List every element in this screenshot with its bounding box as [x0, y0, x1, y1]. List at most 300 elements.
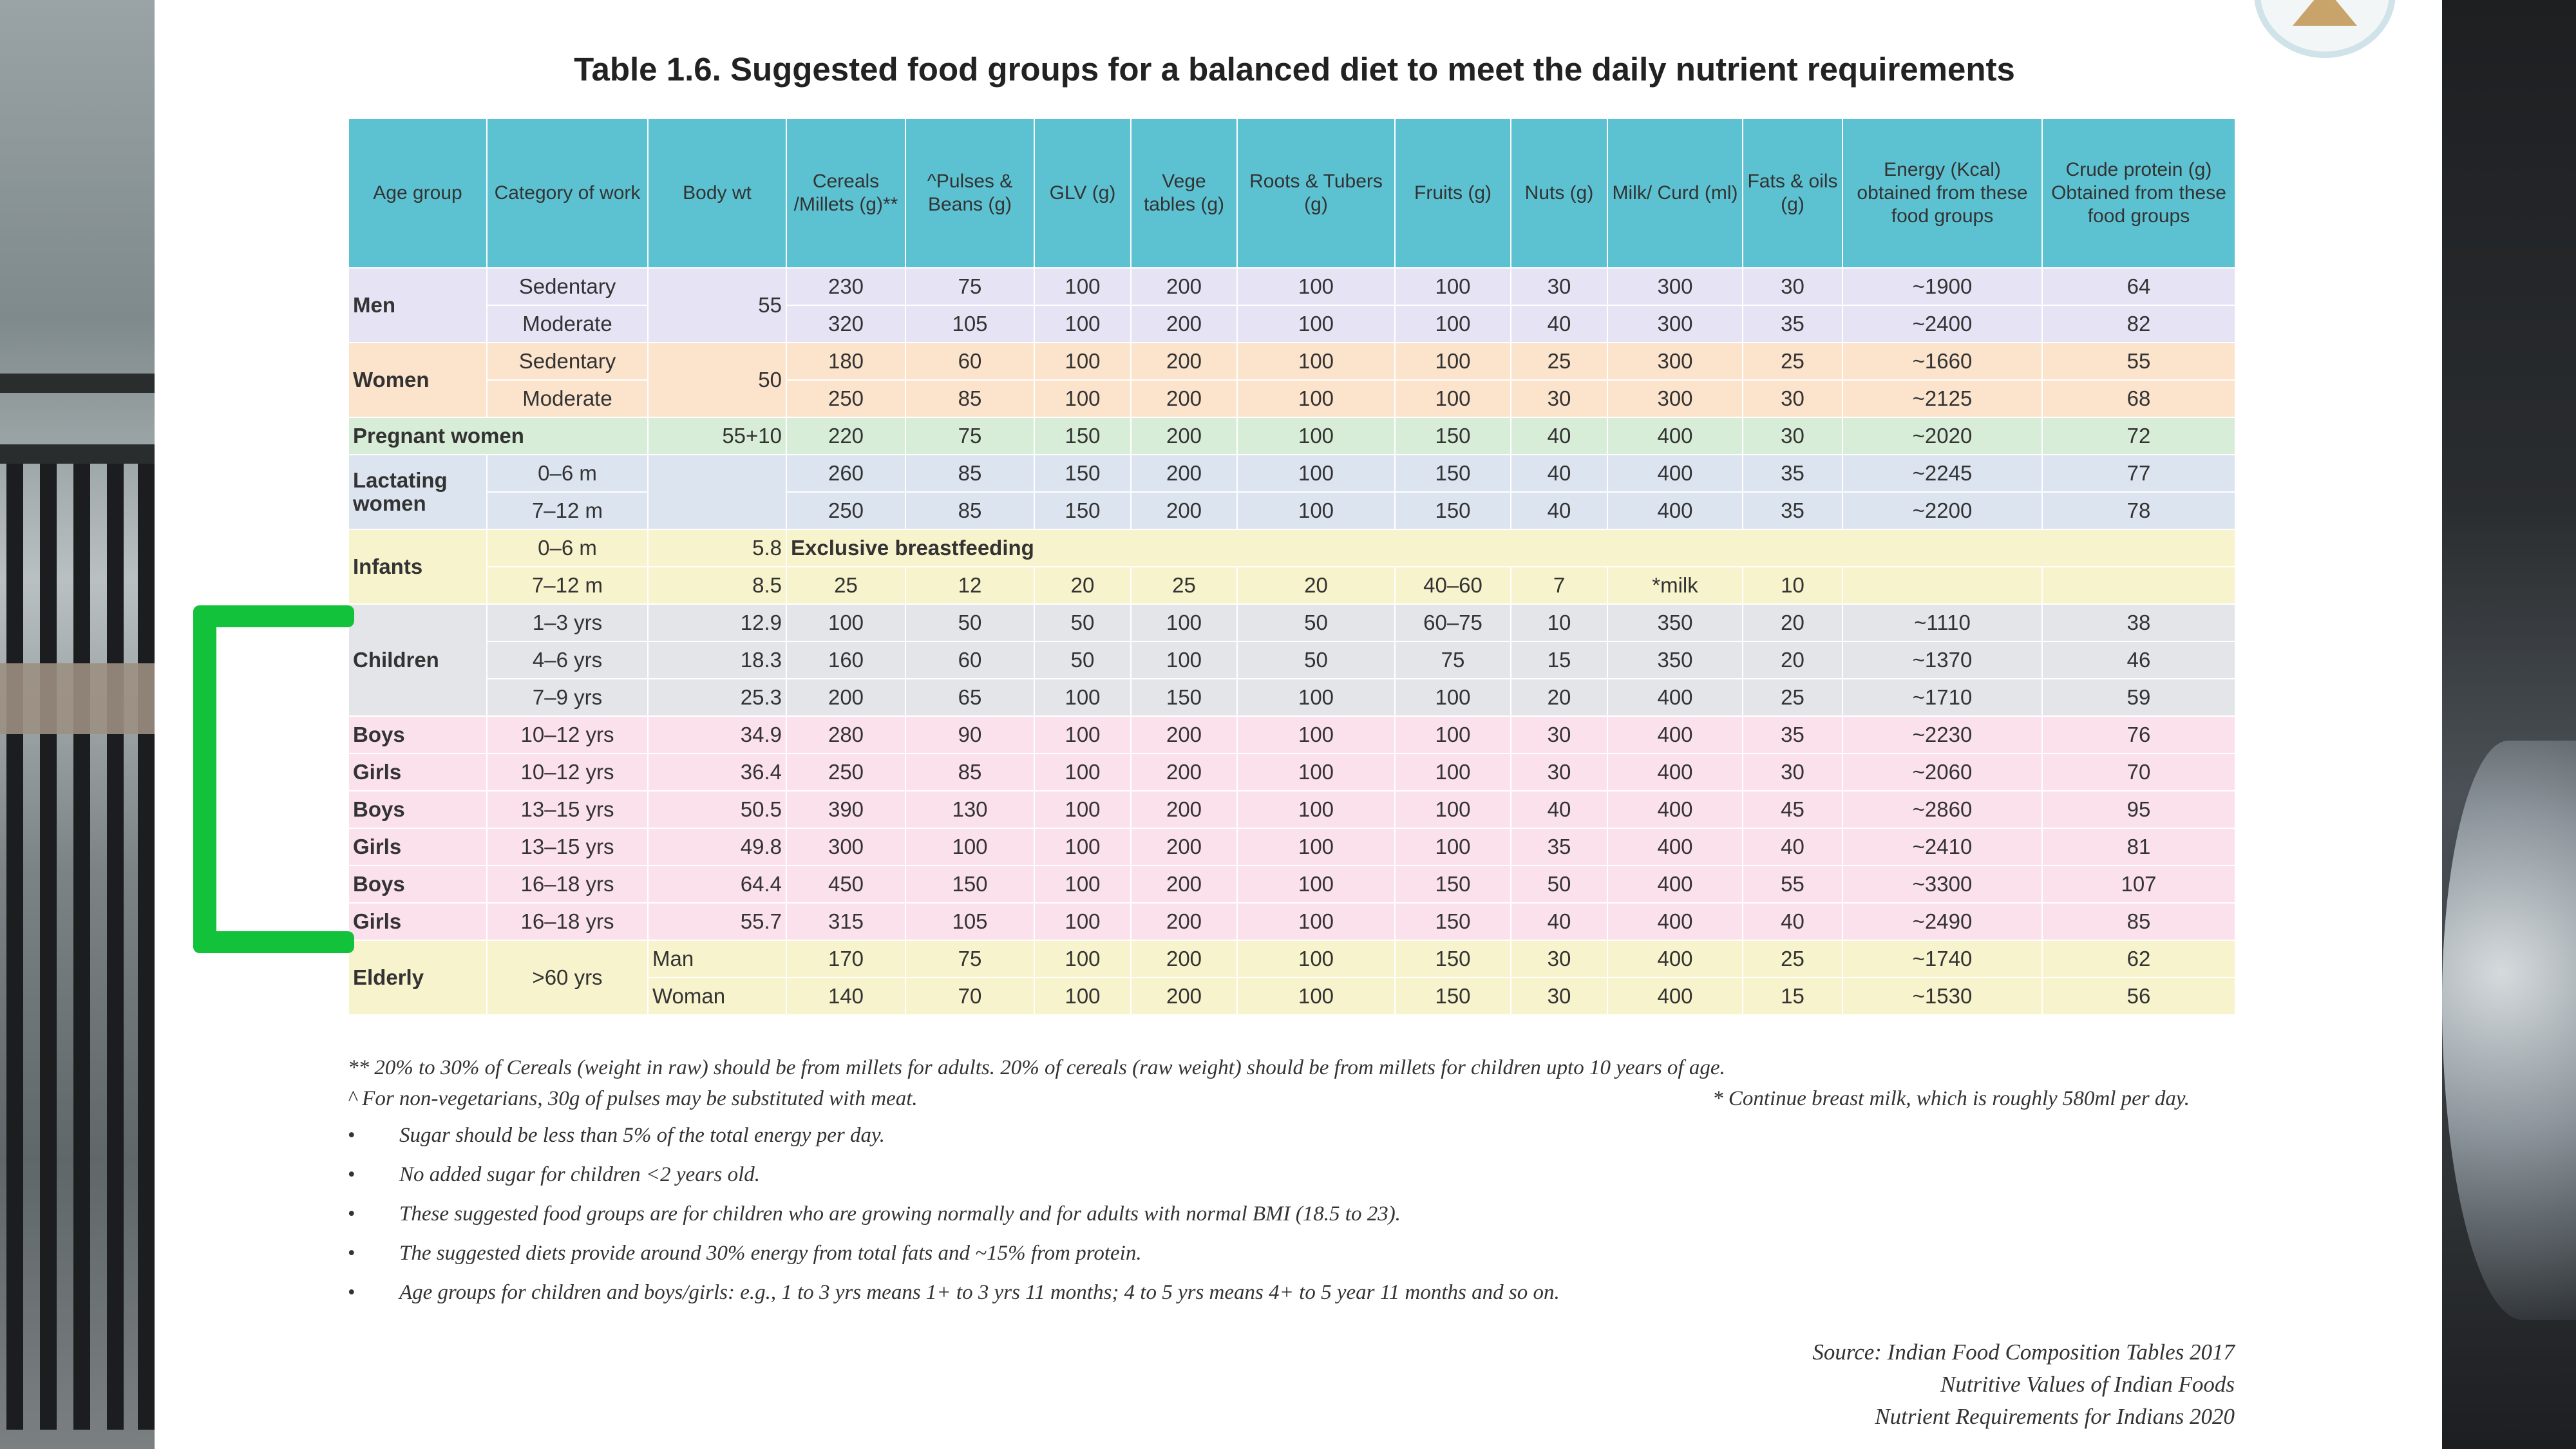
value-cell: 150	[1395, 940, 1511, 978]
highlight-bracket	[193, 605, 354, 627]
age-group-cell: Girls	[348, 828, 487, 866]
list-item: Age groups for children and boys/girls: e.g., 1 to 3 yrs means 1+ to 3 yrs 11 months; 4 to 5 yrs means 4+ to 5 year 11 months and so on.	[399, 1281, 1560, 1304]
value-cell: 130	[905, 791, 1034, 828]
value-cell: 100	[1237, 679, 1395, 716]
age-group-cell: Children	[348, 604, 487, 716]
value-cell: 30	[1511, 753, 1607, 791]
table-row	[348, 380, 2235, 417]
value-cell: 78	[2042, 492, 2235, 529]
header-cell: Category of work	[487, 118, 648, 268]
value-cell: 200	[1131, 455, 1237, 492]
header-row	[348, 118, 2235, 268]
value-cell: 400	[1607, 753, 1743, 791]
value-cell: 20	[1743, 641, 1842, 679]
right-background-photo	[2442, 0, 2576, 1449]
header-cell: Cereals /Millets (g)**	[786, 118, 905, 268]
sex-cell: Woman	[648, 978, 786, 1015]
value-cell: 100	[905, 828, 1034, 866]
value-cell: 300	[1607, 380, 1743, 417]
value-cell: 15	[1511, 641, 1607, 679]
age-group-cell: Girls	[348, 753, 487, 791]
table-row	[348, 903, 2235, 940]
value-cell: 105	[905, 305, 1034, 343]
value-cell: 30	[1511, 380, 1607, 417]
value-cell: 100	[1237, 940, 1395, 978]
value-cell: 100	[786, 604, 905, 641]
value-cell: 30	[1743, 417, 1842, 455]
value-cell: ~1740	[1842, 940, 2042, 978]
value-cell: 30	[1743, 753, 1842, 791]
value-cell: 56	[2042, 978, 2235, 1015]
table-row	[348, 455, 2235, 492]
value-cell: 10	[1743, 567, 1842, 604]
category-cell: 4–6 yrs	[487, 641, 648, 679]
category-cell: >60 yrs	[487, 940, 648, 1015]
category-cell: 13–15 yrs	[487, 828, 648, 866]
value-cell: 75	[905, 417, 1034, 455]
value-cell: 400	[1607, 940, 1743, 978]
value-cell: 100	[1395, 305, 1511, 343]
header-cell: Age group	[348, 118, 487, 268]
value-cell: 100	[1395, 268, 1511, 305]
value-cell: 400	[1607, 978, 1743, 1015]
footnote-milk: * Continue breast milk, which is roughly 580ml per day.	[1712, 1087, 2190, 1110]
value-cell: 200	[1131, 305, 1237, 343]
category-cell: 7–9 yrs	[487, 679, 648, 716]
age-group-cell: Boys	[348, 791, 487, 828]
category-cell: 10–12 yrs	[487, 716, 648, 753]
value-cell: 100	[1131, 641, 1237, 679]
empty-cell	[2042, 567, 2235, 604]
value-cell: 25	[1511, 343, 1607, 380]
list-item: These suggested food groups are for children who are growing normally and for adults with normal BMI (18.5 to 23).	[399, 1202, 1401, 1226]
value-cell: 100	[1237, 903, 1395, 940]
table-row	[348, 940, 2235, 978]
value-cell: 20	[1237, 567, 1395, 604]
value-cell: 100	[1034, 305, 1131, 343]
value-cell: ~1370	[1842, 641, 2042, 679]
value-cell: 75	[905, 940, 1034, 978]
list-item: No added sugar for children <2 years old.	[399, 1163, 761, 1186]
value-cell: ~2200	[1842, 492, 2042, 529]
value-cell: 40–60	[1395, 567, 1511, 604]
value-cell: 50	[1034, 641, 1131, 679]
category-cell: Sedentary	[487, 268, 648, 305]
value-cell: 200	[1131, 716, 1237, 753]
value-cell: 100	[1237, 492, 1395, 529]
age-group-cell: Lactating women	[348, 455, 487, 529]
body-weight-cell: 55+10	[648, 417, 786, 455]
table-title: Table 1.6. Suggested food groups for a balanced diet to meet the daily nutrient requirements	[574, 51, 2015, 88]
body-weight-cell: 12.9	[648, 604, 786, 641]
value-cell: 15	[1743, 978, 1842, 1015]
header-cell: Crude protein (g) Obtained from these food groups	[2042, 118, 2235, 268]
value-cell: 100	[1034, 791, 1131, 828]
value-cell: 350	[1607, 641, 1743, 679]
value-cell: 77	[2042, 455, 2235, 492]
value-cell: 400	[1607, 716, 1743, 753]
value-cell: 30	[1511, 268, 1607, 305]
value-cell: 100	[1034, 753, 1131, 791]
value-cell: 100	[1034, 343, 1131, 380]
value-cell: ~2060	[1842, 753, 2042, 791]
source-line: Nutrient Requirements for Indians 2020	[1875, 1404, 2235, 1429]
value-cell: 100	[1034, 380, 1131, 417]
body-weight-cell: 55	[648, 268, 786, 343]
value-cell: 100	[1034, 679, 1131, 716]
value-cell: 200	[1131, 903, 1237, 940]
value-cell: 35	[1743, 492, 1842, 529]
value-cell: 400	[1607, 417, 1743, 455]
value-cell: 400	[1607, 866, 1743, 903]
value-cell: 70	[2042, 753, 2235, 791]
body-weight-cell: 18.3	[648, 641, 786, 679]
value-cell: 7	[1511, 567, 1607, 604]
value-cell: 400	[1607, 903, 1743, 940]
sex-cell: Man	[648, 940, 786, 978]
body-weight-cell: 25.3	[648, 679, 786, 716]
category-cell: 10–12 yrs	[487, 753, 648, 791]
table-row	[348, 679, 2235, 716]
value-cell: ~2490	[1842, 903, 2042, 940]
value-cell: 100	[1395, 343, 1511, 380]
value-cell: 100	[1237, 380, 1395, 417]
value-cell: 30	[1511, 940, 1607, 978]
category-cell: 7–12 m	[487, 567, 648, 604]
value-cell: 35	[1743, 455, 1842, 492]
value-cell: 76	[2042, 716, 2235, 753]
value-cell: 100	[1395, 716, 1511, 753]
breastfeeding-note: Exclusive breastfeeding	[786, 529, 2235, 567]
bullet-icon: •	[348, 1163, 355, 1186]
value-cell: 95	[2042, 791, 2235, 828]
value-cell: 230	[786, 268, 905, 305]
value-cell: 100	[1237, 268, 1395, 305]
value-cell: 85	[905, 380, 1034, 417]
header-cell: Fats & oils (g)	[1743, 118, 1842, 268]
footnote-cereals: ** 20% to 30% of Cereals (weight in raw) should be from millets for adults. 20% of cereals (raw weight) should be from millets for children upto 10 years of age.	[348, 1056, 1725, 1079]
value-cell: 50	[905, 604, 1034, 641]
logo	[2254, 0, 2396, 58]
value-cell: 25	[1743, 940, 1842, 978]
value-cell: 200	[1131, 940, 1237, 978]
value-cell: ~1660	[1842, 343, 2042, 380]
bullet-icon: •	[348, 1202, 355, 1226]
value-cell: 100	[1237, 716, 1395, 753]
value-cell: 200	[786, 679, 905, 716]
value-cell: 300	[786, 828, 905, 866]
value-cell: ~2230	[1842, 716, 2042, 753]
table-row	[348, 604, 2235, 641]
category-cell: 13–15 yrs	[487, 791, 648, 828]
value-cell: 40	[1511, 417, 1607, 455]
value-cell: 100	[1237, 305, 1395, 343]
header-cell: Vege tables (g)	[1131, 118, 1237, 268]
value-cell: 85	[905, 492, 1034, 529]
value-cell: 100	[1034, 940, 1131, 978]
empty-cell	[1842, 567, 2042, 604]
value-cell: 100	[1034, 978, 1131, 1015]
value-cell: 100	[1237, 866, 1395, 903]
value-cell: 150	[1395, 903, 1511, 940]
age-group-cell: Pregnant women	[348, 417, 648, 455]
value-cell: 260	[786, 455, 905, 492]
value-cell: 64	[2042, 268, 2235, 305]
value-cell: 450	[786, 866, 905, 903]
value-cell: 40	[1511, 455, 1607, 492]
value-cell: 100	[1395, 753, 1511, 791]
value-cell: 150	[1034, 492, 1131, 529]
value-cell: ~2860	[1842, 791, 2042, 828]
category-cell: 1–3 yrs	[487, 604, 648, 641]
value-cell: 25	[786, 567, 905, 604]
value-cell: 100	[1237, 791, 1395, 828]
value-cell: 150	[1395, 417, 1511, 455]
value-cell: 150	[1395, 978, 1511, 1015]
value-cell: 180	[786, 343, 905, 380]
body-weight-cell: 50	[648, 343, 786, 417]
value-cell: 100	[1237, 417, 1395, 455]
value-cell: 40	[1743, 828, 1842, 866]
value-cell: 45	[1743, 791, 1842, 828]
source-line: Source: Indian Food Composition Tables 2017	[1812, 1340, 2235, 1365]
value-cell: 250	[786, 492, 905, 529]
value-cell: 400	[1607, 828, 1743, 866]
value-cell: ~1710	[1842, 679, 2042, 716]
source-line: Nutritive Values of Indian Foods	[1940, 1372, 2235, 1397]
value-cell: 70	[905, 978, 1034, 1015]
value-cell: 25	[1743, 679, 1842, 716]
value-cell: 300	[1607, 343, 1743, 380]
value-cell: 25	[1743, 343, 1842, 380]
value-cell: 200	[1131, 828, 1237, 866]
value-cell: 100	[1034, 268, 1131, 305]
value-cell: 40	[1511, 492, 1607, 529]
value-cell: 100	[1237, 828, 1395, 866]
value-cell: 30	[1743, 380, 1842, 417]
value-cell: 200	[1131, 417, 1237, 455]
value-cell: 35	[1743, 305, 1842, 343]
header-cell: GLV (g)	[1034, 118, 1131, 268]
list-item: Sugar should be less than 5% of the total energy per day.	[399, 1124, 886, 1147]
value-cell: ~2020	[1842, 417, 2042, 455]
value-cell: 20	[1743, 604, 1842, 641]
value-cell: 20	[1511, 679, 1607, 716]
body-weight-cell: 49.8	[648, 828, 786, 866]
value-cell: 40	[1511, 903, 1607, 940]
value-cell: 150	[1034, 417, 1131, 455]
left-background-photo	[0, 0, 155, 1449]
list-item: The suggested diets provide around 30% energy from total fats and ~15% from protein.	[399, 1242, 1142, 1265]
header-cell: Energy (Kcal) obtained from these food groups	[1842, 118, 2042, 268]
value-cell: ~1110	[1842, 604, 2042, 641]
header-cell: Nuts (g)	[1511, 118, 1607, 268]
value-cell: 200	[1131, 380, 1237, 417]
header-cell: Milk/ Curd (ml)	[1607, 118, 1743, 268]
value-cell: 100	[1034, 866, 1131, 903]
age-group-cell: Elderly	[348, 940, 487, 1015]
value-cell: 50	[1237, 641, 1395, 679]
header-cell: Fruits (g)	[1395, 118, 1511, 268]
table-row	[348, 791, 2235, 828]
value-cell: ~2400	[1842, 305, 2042, 343]
value-cell: 10	[1511, 604, 1607, 641]
value-cell: 280	[786, 716, 905, 753]
value-cell: 400	[1607, 679, 1743, 716]
category-cell: 16–18 yrs	[487, 903, 648, 940]
value-cell: 100	[1034, 828, 1131, 866]
value-cell: 150	[1395, 455, 1511, 492]
value-cell: 100	[1131, 604, 1237, 641]
table-row	[348, 753, 2235, 791]
value-cell: 30	[1511, 716, 1607, 753]
value-cell: 35	[1511, 828, 1607, 866]
value-cell: 100	[1034, 716, 1131, 753]
value-cell: 160	[786, 641, 905, 679]
source-citation	[1610, 1336, 2235, 1433]
value-cell: 200	[1131, 343, 1237, 380]
value-cell: 100	[1034, 903, 1131, 940]
value-cell: 68	[2042, 380, 2235, 417]
bullet-icon: •	[348, 1124, 355, 1147]
age-group-cell: Women	[348, 343, 487, 417]
table-row	[348, 529, 2235, 567]
value-cell: 55	[2042, 343, 2235, 380]
value-cell: 250	[786, 380, 905, 417]
value-cell: ~2245	[1842, 455, 2042, 492]
value-cell: 85	[905, 455, 1034, 492]
value-cell: 150	[1395, 866, 1511, 903]
value-cell: 72	[2042, 417, 2235, 455]
value-cell: 400	[1607, 492, 1743, 529]
value-cell: ~1530	[1842, 978, 2042, 1015]
highlight-bracket	[193, 931, 354, 953]
value-cell: 100	[1237, 978, 1395, 1015]
value-cell: 220	[786, 417, 905, 455]
value-cell: 62	[2042, 940, 2235, 978]
value-cell: 90	[905, 716, 1034, 753]
value-cell: 46	[2042, 641, 2235, 679]
category-cell: Moderate	[487, 305, 648, 343]
value-cell: 390	[786, 791, 905, 828]
value-cell: 35	[1743, 716, 1842, 753]
value-cell: 82	[2042, 305, 2235, 343]
value-cell: 400	[1607, 455, 1743, 492]
value-cell: 12	[905, 567, 1034, 604]
value-cell: 38	[2042, 604, 2235, 641]
value-cell: 75	[1395, 641, 1511, 679]
header-cell: Body wt	[648, 118, 786, 268]
value-cell: 40	[1511, 791, 1607, 828]
value-cell: 200	[1131, 268, 1237, 305]
value-cell: 200	[1131, 978, 1237, 1015]
age-group-cell: Boys	[348, 716, 487, 753]
value-cell: ~3300	[1842, 866, 2042, 903]
value-cell: 100	[1395, 380, 1511, 417]
value-cell: 30	[1743, 268, 1842, 305]
value-cell: 150	[1395, 492, 1511, 529]
value-cell: *milk	[1607, 567, 1743, 604]
value-cell: 81	[2042, 828, 2235, 866]
value-cell: 300	[1607, 268, 1743, 305]
table-row	[348, 828, 2235, 866]
table-row	[348, 567, 2235, 604]
value-cell: 400	[1607, 791, 1743, 828]
age-group-cell: Men	[348, 268, 487, 343]
value-cell: 100	[1395, 791, 1511, 828]
highlight-bracket	[193, 605, 216, 953]
category-cell: 0–6 m	[487, 529, 648, 567]
value-cell: 50	[1511, 866, 1607, 903]
value-cell: 200	[1131, 866, 1237, 903]
table-row	[348, 716, 2235, 753]
category-cell: 16–18 yrs	[487, 866, 648, 903]
table-row	[348, 305, 2235, 343]
value-cell: 59	[2042, 679, 2235, 716]
value-cell: 60	[905, 343, 1034, 380]
value-cell: 85	[905, 753, 1034, 791]
table-row	[348, 343, 2235, 380]
body-weight-cell: 34.9	[648, 716, 786, 753]
value-cell: 60	[905, 641, 1034, 679]
value-cell: ~2125	[1842, 380, 2042, 417]
table-row	[348, 641, 2235, 679]
value-cell: 107	[2042, 866, 2235, 903]
value-cell: 40	[1511, 305, 1607, 343]
value-cell: 315	[786, 903, 905, 940]
value-cell: 50	[1237, 604, 1395, 641]
category-cell: Moderate	[487, 380, 648, 417]
value-cell: 350	[1607, 604, 1743, 641]
value-cell: 100	[1395, 679, 1511, 716]
value-cell: 50	[1034, 604, 1131, 641]
value-cell: 100	[1237, 753, 1395, 791]
age-group-cell: Boys	[348, 866, 487, 903]
body-weight-cell: 5.8	[648, 529, 786, 567]
value-cell: 25	[1131, 567, 1237, 604]
value-cell: 140	[786, 978, 905, 1015]
body-weight-cell: 8.5	[648, 567, 786, 604]
value-cell: 100	[1395, 828, 1511, 866]
value-cell: 320	[786, 305, 905, 343]
food-groups-table	[348, 118, 2236, 1016]
value-cell: 100	[1237, 455, 1395, 492]
table-row	[348, 268, 2235, 305]
table-row	[348, 492, 2235, 529]
value-cell: ~2410	[1842, 828, 2042, 866]
value-cell: 150	[1034, 455, 1131, 492]
header-cell: ^Pulses & Beans (g)	[905, 118, 1034, 268]
value-cell: 65	[905, 679, 1034, 716]
category-cell: 0–6 m	[487, 455, 648, 492]
value-cell: 30	[1511, 978, 1607, 1015]
value-cell: 150	[1131, 679, 1237, 716]
value-cell: 200	[1131, 791, 1237, 828]
footnote-pulses: ^ For non-vegetarians, 30g of pulses may be substituted with meat.	[348, 1087, 918, 1110]
age-group-cell: Girls	[348, 903, 487, 940]
bullet-icon: •	[348, 1242, 355, 1265]
value-cell: 105	[905, 903, 1034, 940]
value-cell: 170	[786, 940, 905, 978]
value-cell: 250	[786, 753, 905, 791]
value-cell: 150	[905, 866, 1034, 903]
category-cell: 7–12 m	[487, 492, 648, 529]
value-cell: 40	[1743, 903, 1842, 940]
body-weight-cell: 64.4	[648, 866, 786, 903]
age-group-cell: Infants	[348, 529, 487, 604]
body-weight-cell: 50.5	[648, 791, 786, 828]
body-weight-cell: 36.4	[648, 753, 786, 791]
